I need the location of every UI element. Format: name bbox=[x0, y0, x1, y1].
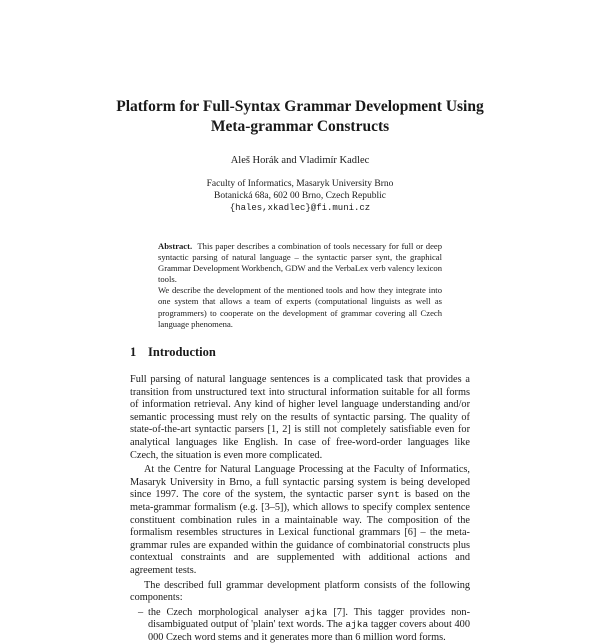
abstract-label: Abstract. bbox=[158, 241, 193, 251]
text-run: is based on the meta-grammar formalism (e.g. [3–5]), which allows to specify complex sentence constituent combination rules in a maintainable way. The composition of the formalism resembles structures in Lexical functional grammars [6] – the meta-grammar rules are expanded within the guidance of combinatorial constructs plus contextual constraints and are supplemented with additional actions and agreement tests. bbox=[130, 489, 470, 576]
affiliation-line: Botanická 68a, 602 00 Brno, Czech Republic bbox=[213, 191, 387, 201]
text-run: the Czech morphological analyser bbox=[148, 606, 305, 618]
body-paragraph: The described full grammar development platform consists of the following components: bbox=[130, 579, 470, 604]
text-run: At the Centre for Natural Language Processing at the Faculty of Informatics, Masaryk University in Brno, a full syntactic parsing system is being developed since 1997. The core of the system, the syntactic parser bbox=[130, 464, 470, 501]
section-heading bbox=[130, 345, 216, 360]
section-number: 1 bbox=[130, 345, 137, 359]
abstract-paragraph bbox=[158, 241, 442, 285]
text-run: [7]. This tagger provides non-disambiguated output of 'plain' text words. The bbox=[148, 606, 470, 631]
section-title: Introduction bbox=[148, 345, 216, 359]
title-line: Platform for Full-Syntax Grammar Development Using bbox=[116, 98, 484, 115]
component-list bbox=[130, 607, 470, 644]
affiliation-block bbox=[100, 178, 500, 214]
body-paragraph bbox=[130, 464, 470, 577]
text-run: tagger covers about 400 000 Czech word stems and it generates more than 6 million word forms. bbox=[148, 619, 470, 643]
code-text: ajka bbox=[304, 606, 328, 618]
section-body bbox=[130, 374, 470, 644]
author-names: Aleš Horák and Vladimír Kadlec bbox=[230, 155, 370, 166]
title-line: Meta-grammar Constructs bbox=[210, 118, 390, 135]
list-bullet: – bbox=[138, 606, 144, 618]
abstract-text: This paper describes a combination of tools necessary for full or deep syntactic parsing of natural language – the syntactic parser synt, the graphical Grammar Development Workbench, GDW and the VerbaLex verb valency lexicon tools. bbox=[158, 241, 443, 285]
list-item bbox=[138, 607, 470, 644]
affiliation-line: Faculty of Informatics, Masaryk University Brno bbox=[206, 179, 394, 189]
code-text: ajka bbox=[345, 619, 369, 631]
code-text: synt bbox=[377, 489, 400, 501]
paper-title bbox=[100, 97, 500, 137]
body-paragraph: Full parsing of natural language sentences is a complicated task that provides a transition from unstructured text into structural information suitable for all forms of information retrieval. Any kind of higher level language understanding and/or semantic processing must rely on the results of syntactic parsing. The quality of state-of-the-art syntactic parsers [1, 2] is still not completely satisfiable even for analytical languages like English. In case of free-word-order languages like Czech, the situation is even more complicated. bbox=[130, 374, 470, 461]
abstract-paragraph: We describe the development of the mentioned tools and how they integrate into one system that allows a team of experts (computational linguists as well as programmers) to cooperate on the development of grammar covering all Czech language phenomena. bbox=[158, 285, 442, 329]
abstract bbox=[158, 241, 442, 330]
author-email: {hales,xkadlec}@fi.muni.cz bbox=[229, 203, 371, 213]
